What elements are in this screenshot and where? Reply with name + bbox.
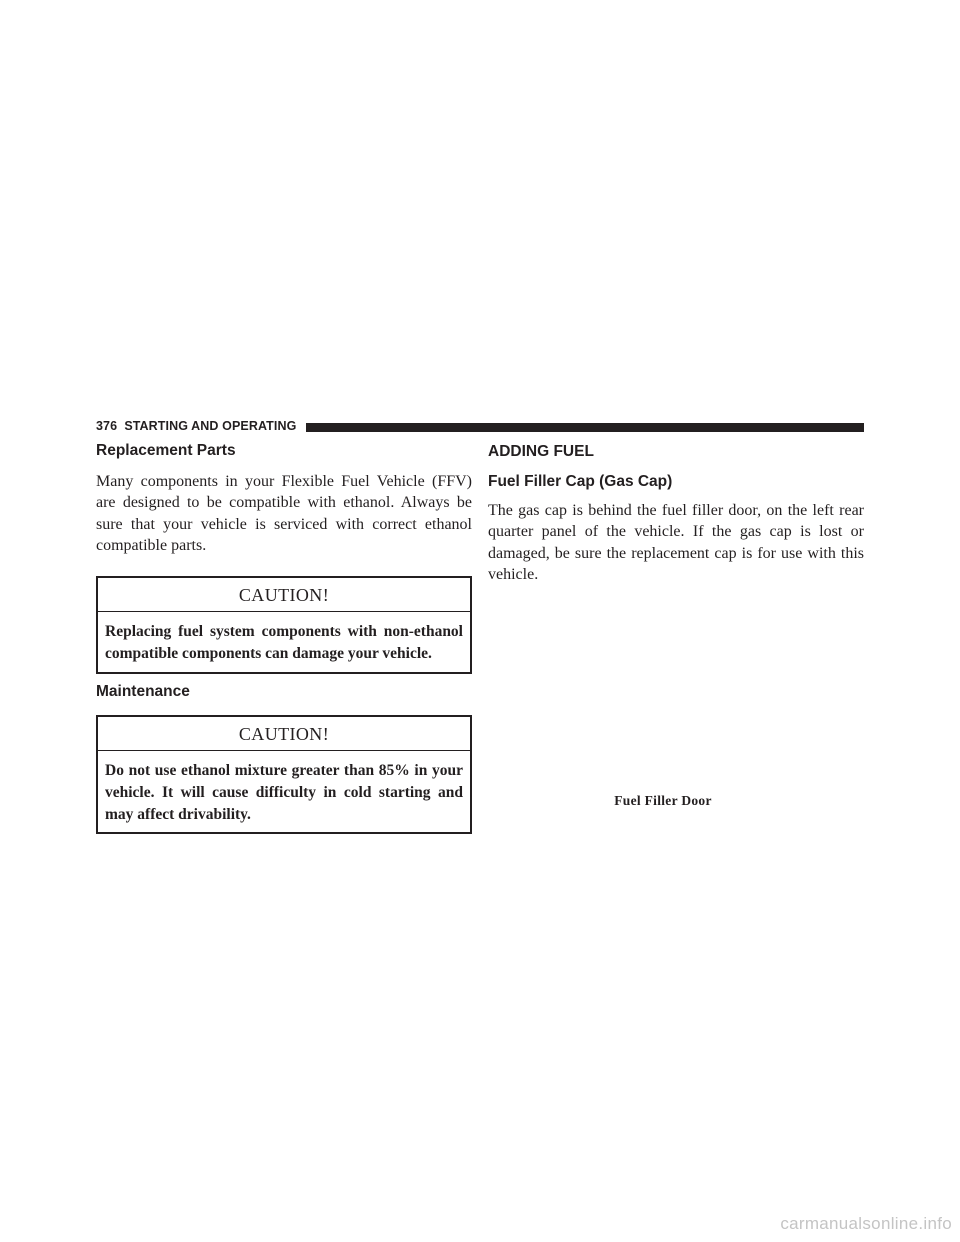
replacement-parts-heading: Replacement Parts bbox=[96, 442, 236, 459]
adding-fuel-heading: ADDING FUEL bbox=[488, 443, 594, 460]
caution-box-replacement bbox=[96, 576, 472, 673]
watermark: carmanualsonline.info bbox=[780, 1214, 952, 1233]
caution-box-maintenance bbox=[96, 715, 472, 835]
header-rule bbox=[306, 423, 864, 432]
figure-caption: Fuel Filler Door bbox=[614, 793, 712, 808]
left-column bbox=[96, 442, 472, 834]
page-number: 376 bbox=[96, 419, 118, 433]
caution-text: Do not use ethanol mixture greater than 85% in your vehicle. It will cause difficulty in cold starting and may affect drivability. bbox=[105, 761, 463, 823]
page-header bbox=[96, 420, 864, 433]
right-column bbox=[488, 442, 864, 585]
caution-text: Replacing fuel system components with non-ethanol compatible components can damage your vehicle. bbox=[105, 623, 463, 663]
header-label bbox=[96, 419, 304, 433]
caution-title: CAUTION! bbox=[98, 578, 470, 612]
maintenance-heading: Maintenance bbox=[96, 682, 190, 700]
caution-title: CAUTION! bbox=[98, 717, 470, 751]
fuel-filler-door-figure bbox=[488, 585, 864, 785]
fuel-filler-cap-heading: Fuel Filler Cap (Gas Cap) bbox=[488, 473, 673, 490]
fuel-filler-cap-body: The gas cap is behind the fuel filler door, on the left rear quarter panel of the vehicle. If the gas cap is lost or damaged, be sure the replacement cap is for use with this vehicle. bbox=[488, 502, 864, 583]
replacement-parts-body: Many components in your Flexible Fuel Vehicle (FFV) are designed to be compatible with ethanol. Always be sure that your vehicle is serviced with correct ethanol compatible parts. bbox=[96, 473, 472, 554]
section-title: STARTING AND OPERATING bbox=[124, 419, 297, 433]
